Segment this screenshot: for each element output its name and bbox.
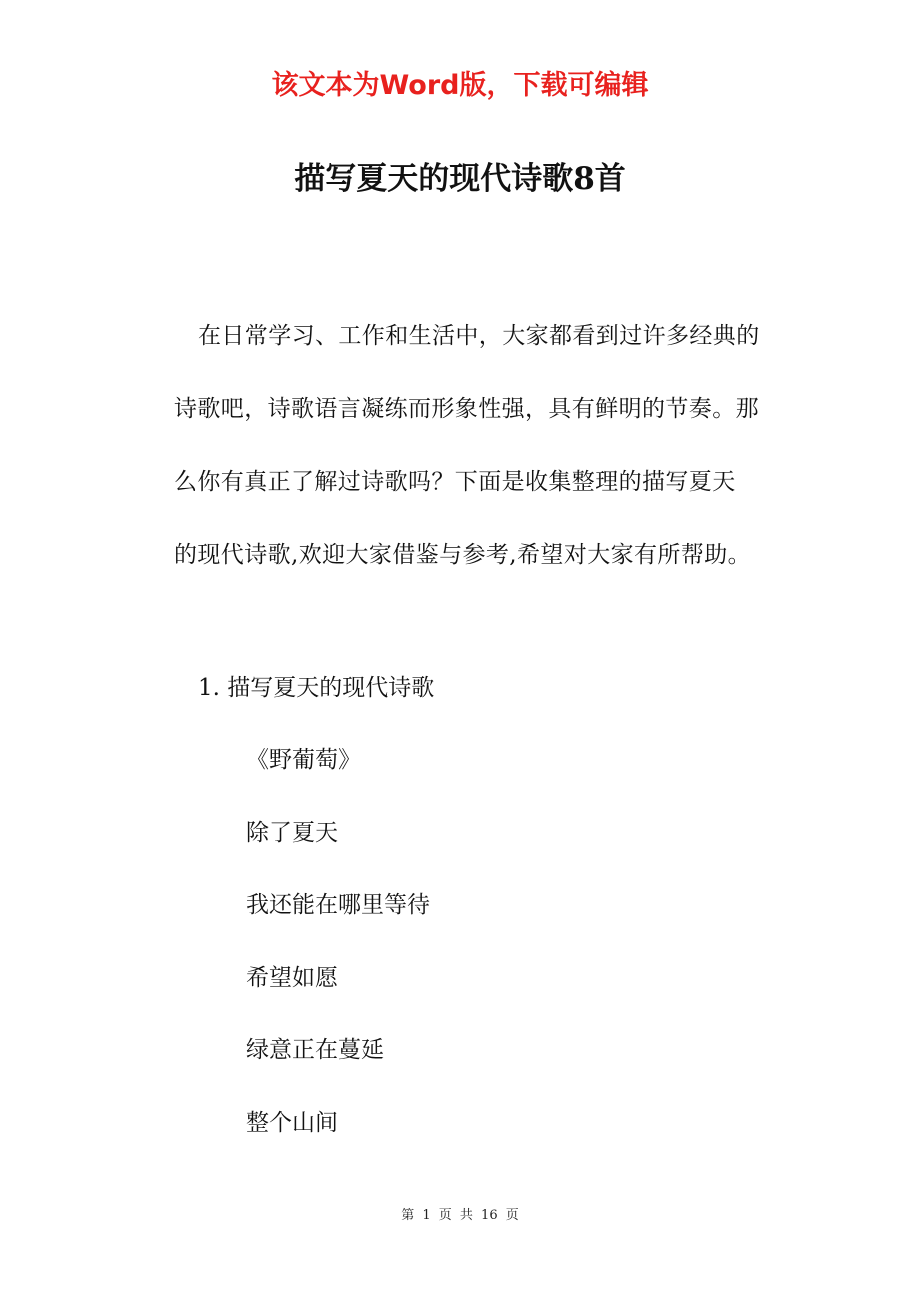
download-banner: 该文本为Word版，下载可编辑: [271, 70, 649, 101]
poem-line: 我还能在哪里等待: [246, 892, 430, 918]
poem-lines: [246, 740, 430, 1175]
poem-line: 绿意正在蔓延: [246, 1037, 384, 1063]
intro-paragraph: [174, 300, 786, 592]
intro-line: 么你有真正了解过诗歌吗？下面是收集整理的描写夏天: [174, 469, 736, 495]
poem-line: 希望如愿: [246, 964, 338, 991]
poem-line: 除了夏天: [246, 819, 338, 846]
intro-line: 的现代诗歌,欢迎大家借鉴与参考,希望对大家有所帮助。: [174, 542, 752, 568]
document-title: 描写夏天的现代诗歌8首: [294, 161, 626, 197]
poem-title: 《野葡萄》: [246, 747, 361, 773]
intro-line: 在日常学习、工作和生活中，大家都看到过许多经典的: [198, 323, 760, 349]
poem-line: 整个山间: [246, 1109, 338, 1136]
intro-line: 诗歌吧，诗歌语言凝练而形象性强，具有鲜明的节奏。那: [174, 396, 759, 422]
section-heading: 1. 描写夏天的现代诗歌: [198, 675, 435, 701]
page-footer: 第 1 页 共 16 页: [401, 1208, 519, 1223]
